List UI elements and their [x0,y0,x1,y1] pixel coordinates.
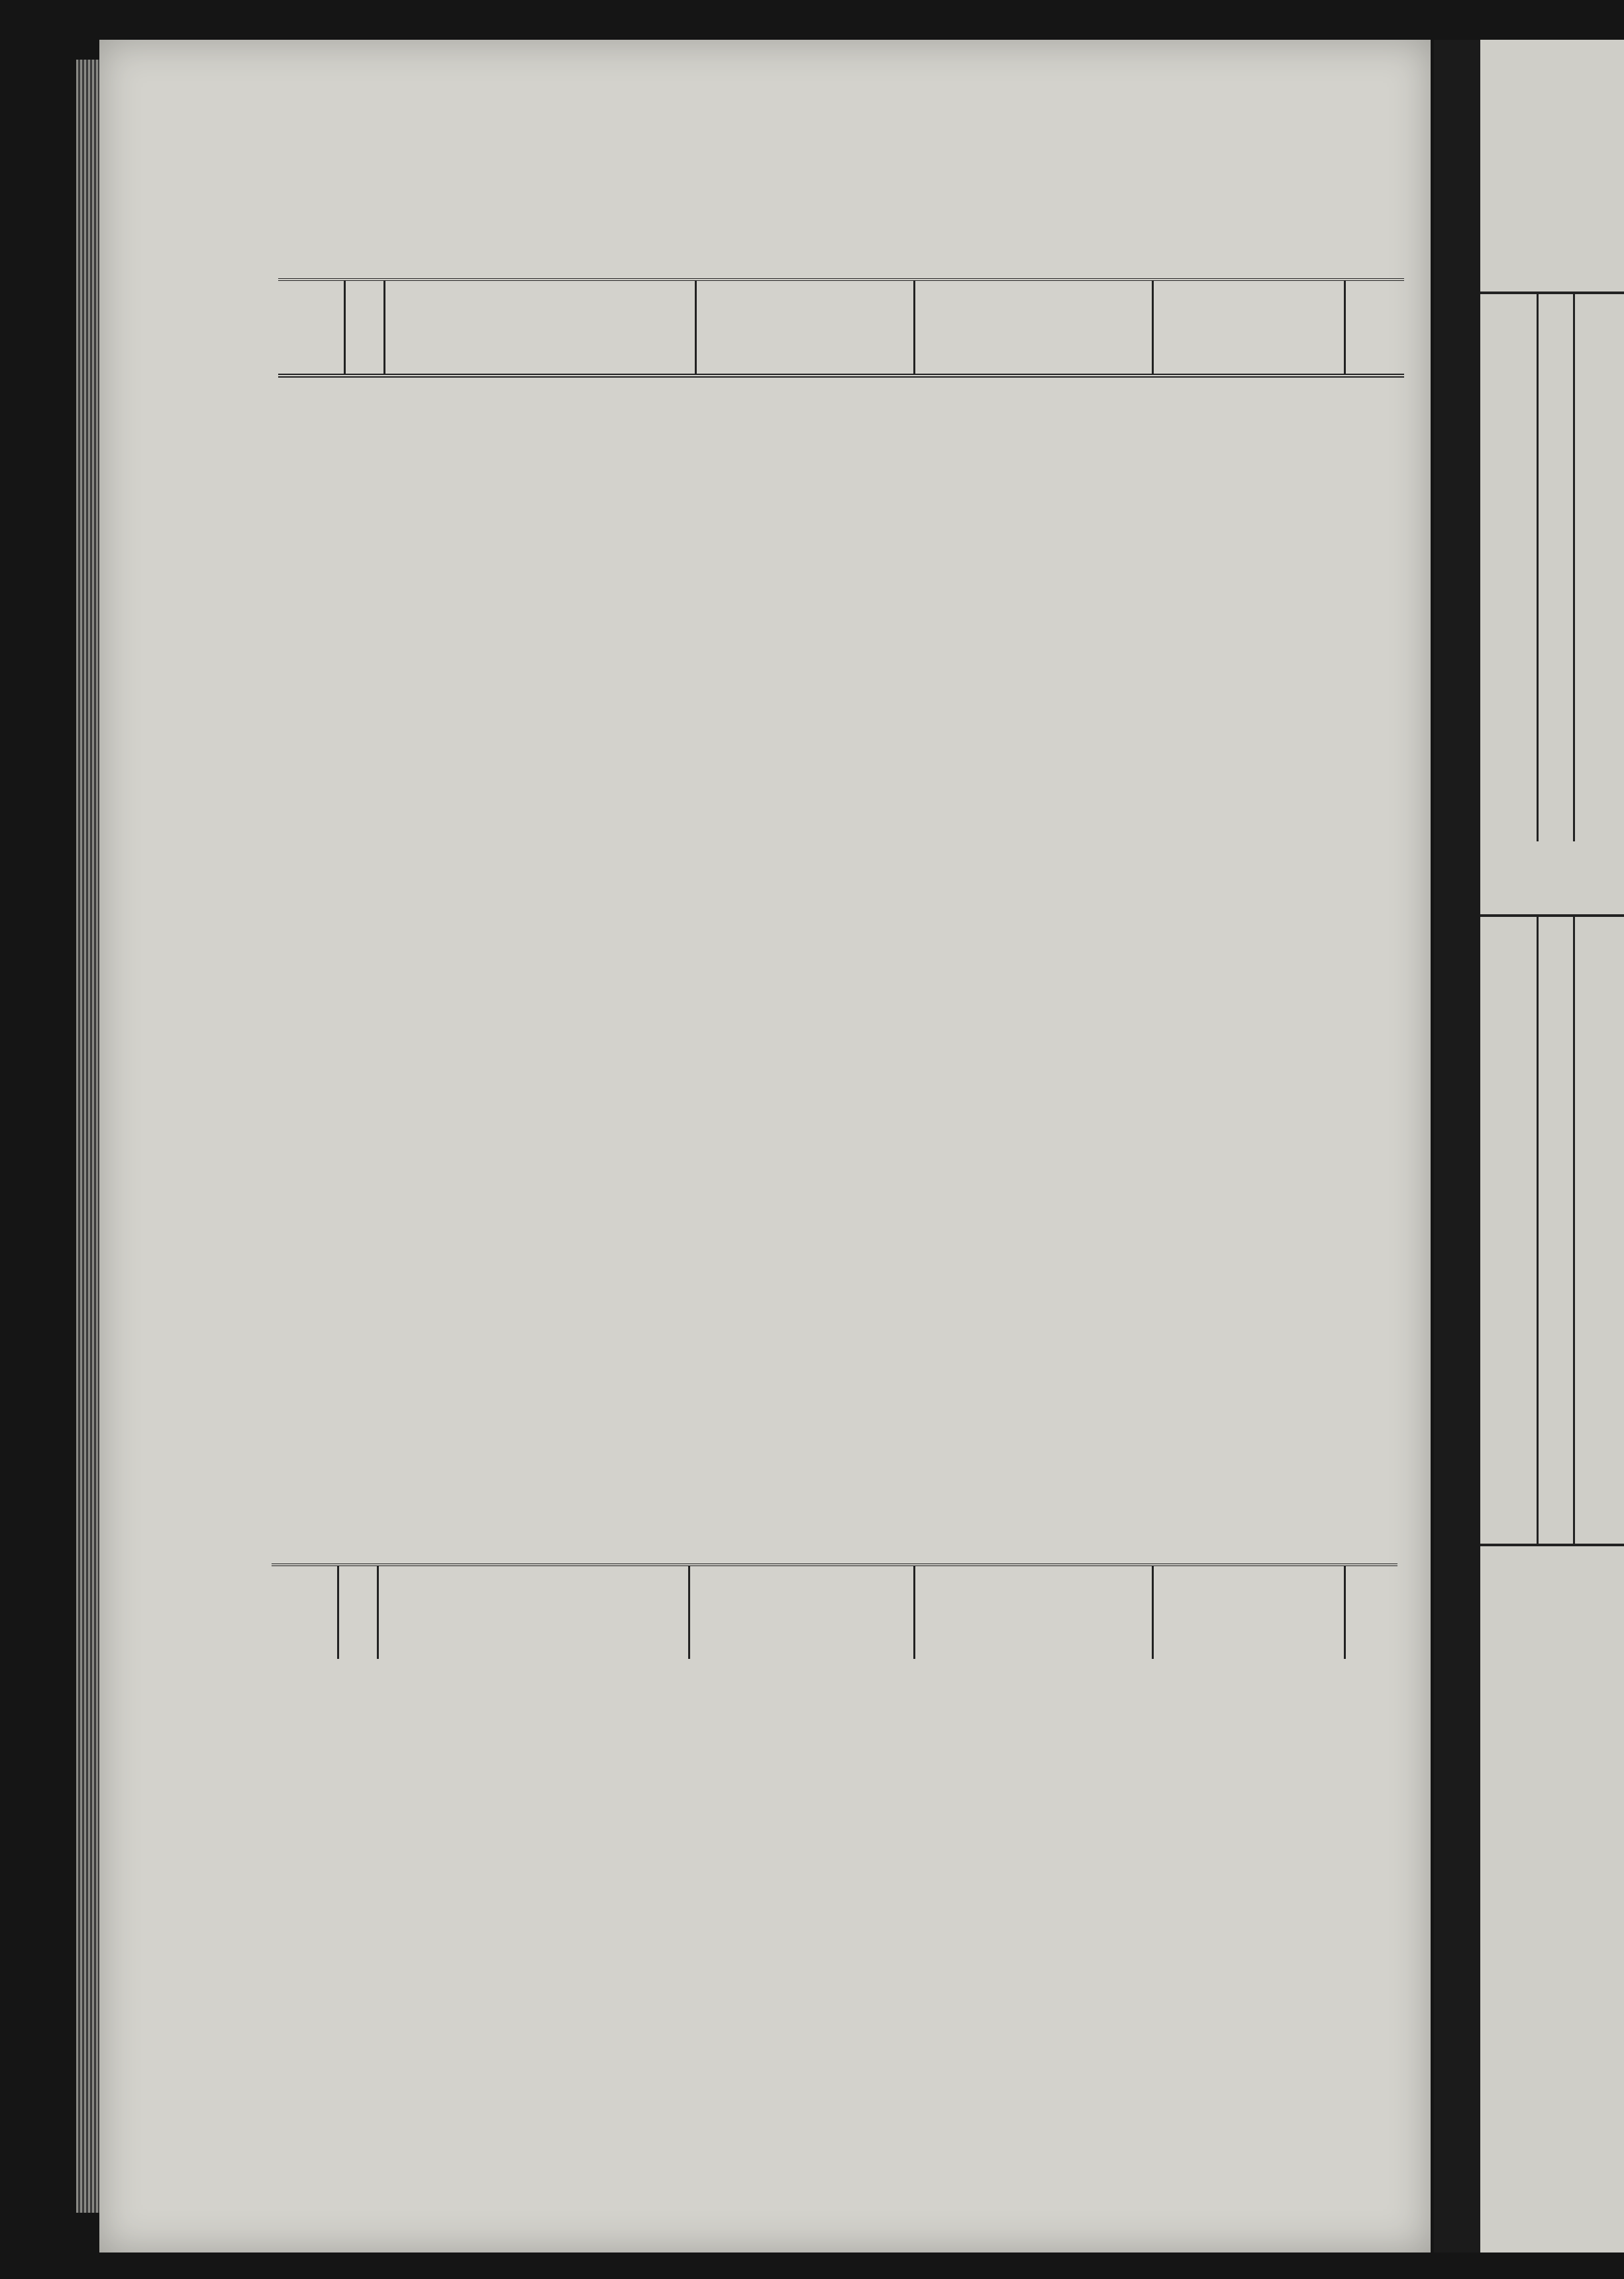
facing-page-column-rule [1537,292,1539,841]
facing-page-column-rule [1573,914,1575,1544]
column-header-name [384,280,695,376]
column-header-pc [1345,280,1404,376]
column-header-con [914,280,1152,376]
column-header-roll [272,1565,338,1659]
column-header-name [378,1565,689,1659]
column-header-po [1345,1565,1397,1659]
column-header-roll [278,280,344,376]
facing-page-rule [1480,914,1624,917]
facing-page-rule [1480,292,1624,294]
column-header-jurors [344,280,384,376]
facing-page-column-rule [1573,292,1575,841]
facing-page [1480,40,1624,2252]
column-header-title [1152,1565,1345,1659]
voters-table-part1 [278,278,1404,378]
book-gutter [1434,40,1480,2252]
column-header-jurors [338,1565,378,1659]
facing-page-rule [1480,1544,1624,1546]
column-header-con [914,1565,1152,1659]
voters-table-part2 [272,1564,1397,1659]
column-header-lot [689,1565,914,1659]
column-header-title [1152,280,1345,376]
book-page-edges [76,60,101,2213]
facing-page-column-rule [1537,914,1539,1544]
column-header-lot [695,280,914,376]
